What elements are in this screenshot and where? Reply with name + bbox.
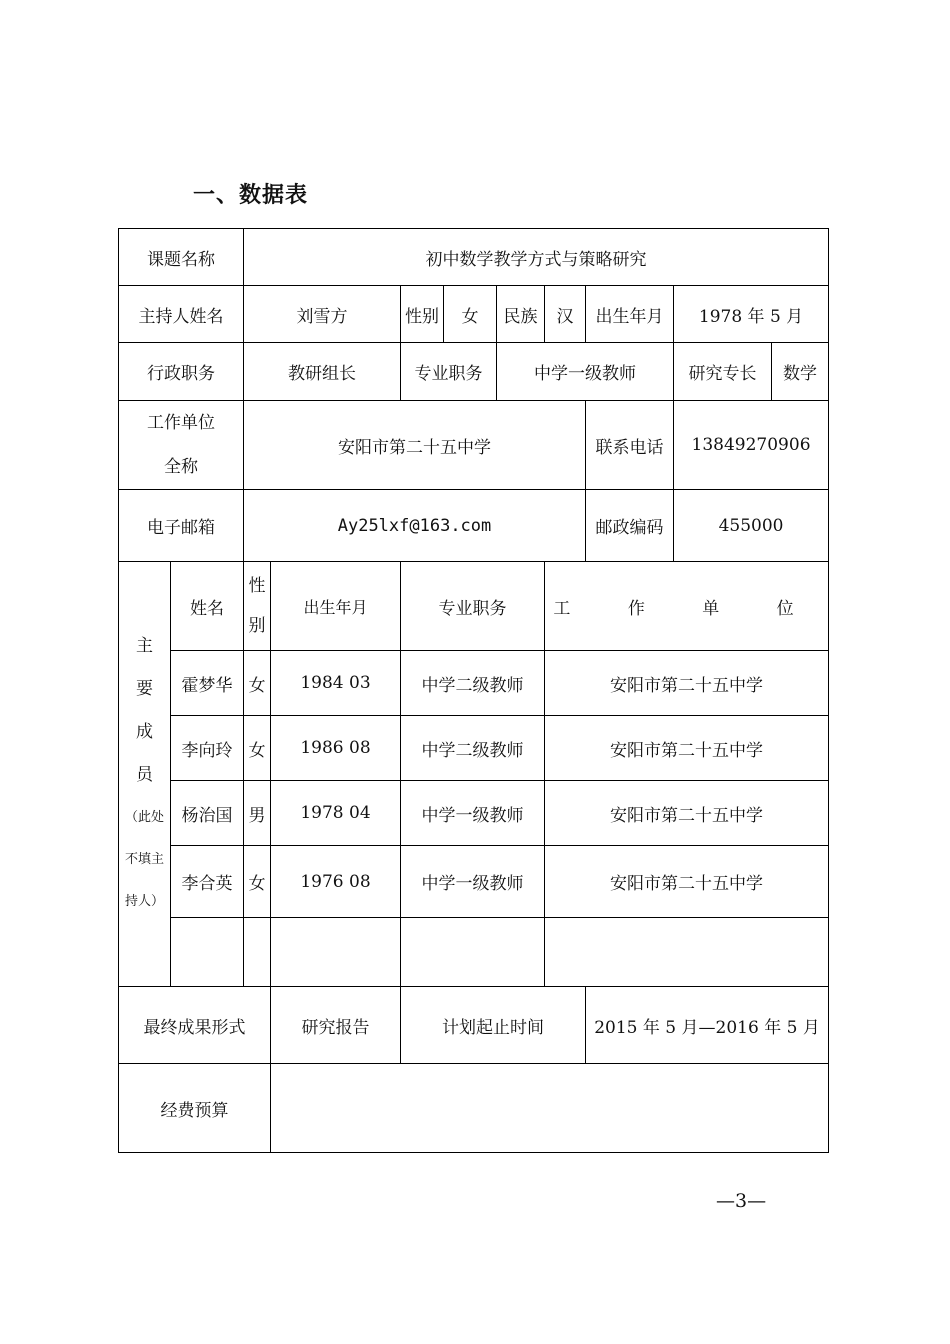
zip: 455000 — [674, 490, 829, 562]
side-note: 不填主 — [124, 852, 164, 867]
empty-cell — [244, 918, 271, 987]
empty-cell — [401, 918, 545, 987]
empty-cell — [545, 918, 829, 987]
topic-label: 课题名称 — [119, 229, 244, 286]
col-header-name: 姓名 — [171, 562, 244, 651]
email: Ay25lxf@163.com — [244, 490, 586, 562]
side-note: （此处 — [124, 810, 164, 825]
member-unit: 安阳市第二十五中学 — [545, 781, 829, 846]
unit-row — [119, 401, 829, 490]
member-birth: 1978 04 — [271, 781, 401, 846]
member-birth: 1976 08 — [271, 846, 401, 918]
contact-row — [119, 490, 829, 562]
result-form-label: 最终成果形式 — [119, 987, 271, 1064]
member-gender: 女 — [244, 846, 271, 918]
prof-duty: 中学一级教师 — [497, 343, 674, 401]
period: 2015 年 5 月—2016 年 5 月 — [586, 987, 829, 1064]
result-form: 研究报告 — [271, 987, 401, 1064]
members-header-row — [119, 562, 829, 651]
side-char: 主 — [136, 636, 153, 656]
host-row — [119, 286, 829, 343]
unit-name: 安阳市第二十五中学 — [244, 401, 586, 490]
member-gender: 女 — [244, 716, 271, 781]
side-char: 成 — [136, 722, 153, 742]
side-note: 持人） — [124, 894, 164, 909]
members-side-label — [119, 562, 171, 987]
col-header-gender — [244, 562, 271, 651]
specialty: 数学 — [783, 364, 818, 384]
member-unit: 安阳市第二十五中学 — [545, 716, 829, 781]
col-header-unit: 工 作 单 位 — [545, 562, 829, 651]
table-row — [119, 781, 829, 846]
table-row — [119, 716, 829, 781]
col-header-gender-2: 别 — [248, 616, 266, 636]
host-ethnicity: 汉 — [545, 286, 586, 343]
side-char: 要 — [136, 679, 153, 699]
unit-label-line1: 工作单位 — [147, 413, 215, 433]
member-name: 霍梦华 — [171, 651, 244, 716]
budget-row — [119, 1064, 829, 1153]
empty-cell — [271, 918, 401, 987]
result-row — [119, 987, 829, 1064]
table-row-empty — [119, 918, 829, 987]
specialty-label-cell: 研究专长 — [674, 343, 772, 400]
member-birth: 1984 03 — [271, 651, 401, 716]
empty-cell — [171, 918, 244, 987]
prof-duty-label: 专业职务 — [401, 343, 497, 401]
admin-duty: 教研组长 — [244, 343, 401, 401]
col-header-prof: 专业职务 — [401, 562, 545, 651]
host-birth-label: 出生年月 — [586, 286, 674, 343]
budget-value — [271, 1064, 829, 1153]
specialty-value — [674, 343, 829, 401]
col-header-birth: 出生年月 — [271, 562, 401, 651]
period-label: 计划起止时间 — [401, 987, 586, 1064]
email-label: 电子邮箱 — [119, 490, 244, 562]
member-gender: 男 — [244, 781, 271, 846]
member-name: 李合英 — [171, 846, 244, 918]
table-row — [119, 846, 829, 918]
table-row — [119, 651, 829, 716]
duties-row — [119, 343, 829, 401]
member-prof: 中学二级教师 — [401, 651, 545, 716]
zip-label: 邮政编码 — [586, 490, 674, 562]
col-header-gender-1: 性 — [248, 576, 266, 596]
phone: 13849270906 — [674, 401, 829, 490]
member-prof: 中学一级教师 — [401, 781, 545, 846]
side-char: 员 — [136, 765, 153, 785]
host-birth: 1978 年 5 月 — [674, 286, 829, 343]
member-name: 杨治国 — [171, 781, 244, 846]
member-birth: 1986 08 — [271, 716, 401, 781]
member-prof: 中学二级教师 — [401, 716, 545, 781]
member-gender: 女 — [244, 651, 271, 716]
member-name: 李向玲 — [171, 716, 244, 781]
member-unit: 安阳市第二十五中学 — [545, 651, 829, 716]
host-gender-label: 性别 — [401, 286, 444, 343]
host-name: 刘雪方 — [244, 286, 401, 343]
host-name-label: 主持人姓名 — [119, 286, 244, 343]
page-number: —3— — [716, 1190, 767, 1212]
topic-value: 初中数学教学方式与策略研究 — [244, 229, 829, 286]
admin-duty-label: 行政职务 — [119, 343, 244, 401]
host-gender: 女 — [444, 286, 497, 343]
phone-label: 联系电话 — [586, 401, 674, 490]
data-table — [118, 228, 829, 1153]
budget-label: 经费预算 — [119, 1064, 271, 1153]
member-unit: 安阳市第二十五中学 — [545, 846, 829, 918]
host-ethnicity-label: 民族 — [497, 286, 545, 343]
unit-label-line2: 全称 — [164, 457, 198, 477]
section-heading: 一、数据表 — [193, 183, 309, 208]
topic-row — [119, 229, 829, 286]
member-prof: 中学一级教师 — [401, 846, 545, 918]
unit-label — [119, 401, 244, 490]
